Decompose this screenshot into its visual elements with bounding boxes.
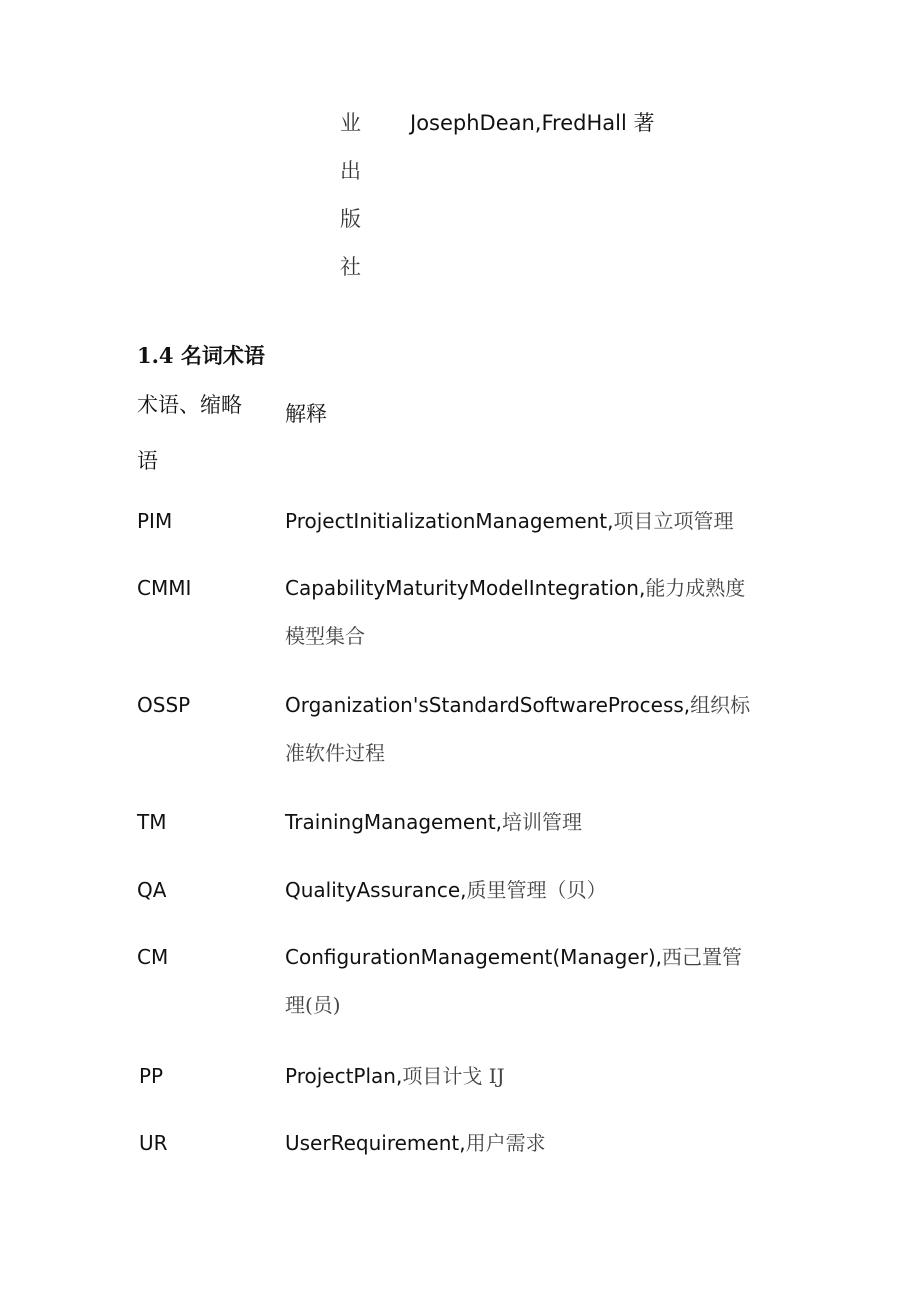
desc-cn: 西己置管理(员) [285,945,743,1017]
desc-en: ConfigurationManagement(Manager), [285,945,663,969]
publisher-char: 社 [340,255,361,279]
desc-en: CapabilityMaturityModelIntegration, [285,576,646,600]
term-header-line1: 术语、缩略 [137,393,242,417]
desc-cn: 培训管理 [502,810,583,834]
term-cell: TM [137,810,167,834]
desc-cell [285,933,755,1029]
desc-cell [285,1119,755,1167]
term-cell: CM [137,945,169,969]
desc-cell [285,866,755,914]
desc-header: 解释 [285,402,327,426]
desc-en: QualityAssurance, [285,878,467,902]
desc-cn: 用户需求 [465,1131,546,1155]
desc-cell [285,1052,755,1100]
section-title: 1.4 名词术语 [137,343,265,368]
desc-en: UserRequirement, [285,1131,466,1155]
term-cell: PIM [137,509,173,533]
desc-cn: 组织标准软件过程 [285,693,751,765]
desc-cell [285,798,755,846]
term-cell: UR [139,1131,168,1155]
publisher-char: 版 [340,207,361,231]
term-header-line2: 语 [137,449,158,473]
desc-cn: 质里管理（贝） [466,878,607,902]
desc-en: Organization'sStandardSoftwareProcess, [285,693,691,717]
desc-cn: 能力成熟度模型集合 [285,576,746,648]
publisher-char: 出 [340,159,361,183]
term-cell: CMMI [137,576,192,600]
desc-en: ProjectPlan, [285,1064,403,1088]
desc-cn: 项目计戈 IJ [402,1064,505,1088]
author-line: JosephDean,FredHall 著 [410,111,655,135]
desc-cn: 项目立项管理 [613,509,734,533]
term-cell: OSSP [137,693,191,717]
publisher-char: 业 [340,111,361,135]
desc-en: ProjectInitializationManagement, [285,509,614,533]
desc-cell [285,681,755,777]
desc-cell [285,564,755,660]
desc-en: TrainingManagement, [285,810,503,834]
term-cell: QA [137,878,167,902]
desc-cell [285,497,755,545]
term-cell: PP [139,1064,164,1088]
